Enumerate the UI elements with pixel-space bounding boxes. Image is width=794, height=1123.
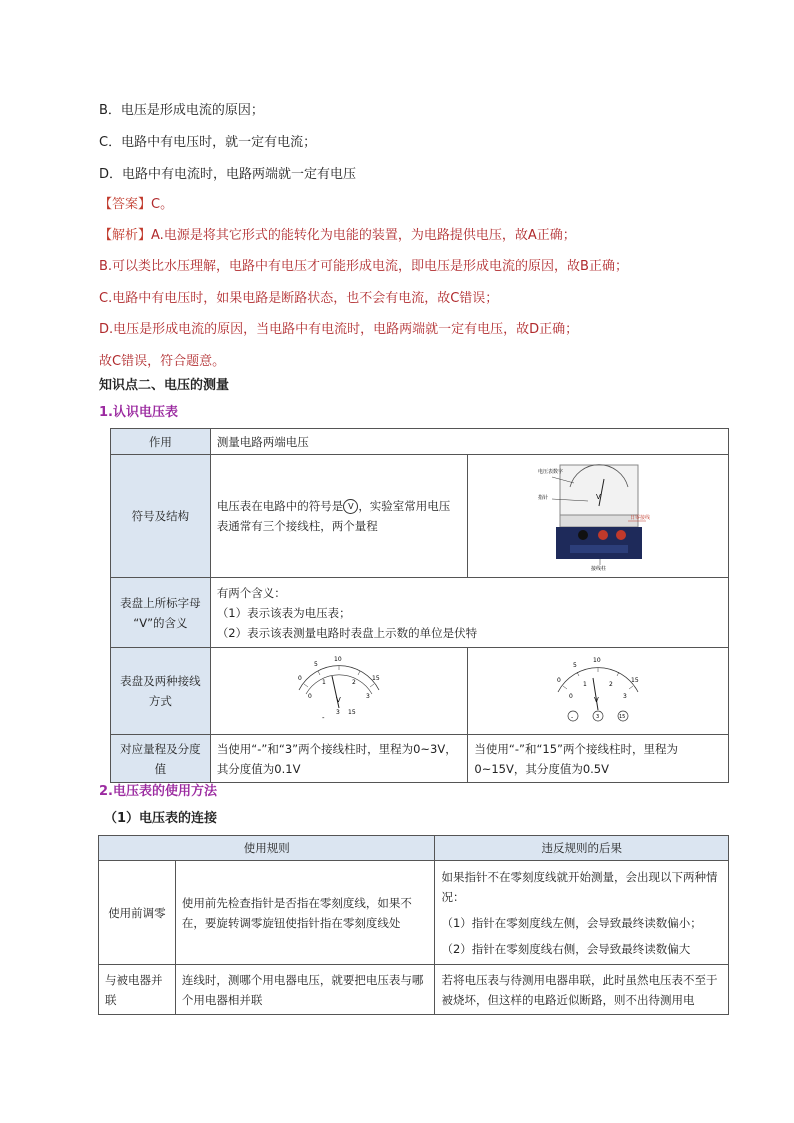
dial2-unit: V	[594, 696, 599, 704]
row-zero-consequence	[435, 861, 729, 965]
analysis-line-2: B.可以类比水压理解，电路中有电压才可能形成电流，即电压是形成电流的原因，故B正确；	[99, 259, 628, 274]
dial-label-a: 表盘及两种接线	[120, 674, 201, 688]
parallel-label-a: 与被电器并	[105, 972, 163, 987]
v-meaning-label-a: 表盘上所标字母	[120, 595, 201, 610]
row-dial-label	[111, 648, 211, 735]
voltmeter-table	[110, 428, 729, 783]
answer-bracket: 【答案】	[99, 197, 152, 212]
analysis-line-5: 故C错误，符合题意。	[99, 354, 226, 369]
range-right: 当使用“-”和“15”两个接线柱时，里程为0~15V，其分度值为0.5V	[468, 735, 729, 783]
subsection-title-2: 2.电压表的使用方法	[99, 784, 217, 799]
row-symbol-text	[210, 455, 468, 578]
dial2-inner-2: 2	[609, 681, 614, 688]
range-left: 当使用“-”和“3”两个接线柱时，里程为0~3V，其分度值为0.1V	[210, 735, 468, 783]
row-v-meaning-value	[210, 578, 728, 648]
row-function-label: 作用	[111, 429, 211, 455]
dial1-inner-2: 2	[352, 679, 356, 686]
zero-cons-3: （2）指针在零刻度线右侧，会导致最终读数偏大	[441, 941, 691, 956]
dial-2-icon	[543, 650, 653, 726]
dial2-outer-1: 5	[573, 662, 578, 669]
dial1-inner-0: 0	[308, 693, 312, 700]
voltmeter-photo	[538, 461, 658, 571]
photo-label-red: 日零接线	[630, 515, 651, 521]
row-zero-rule: 使用前先检查指针是否指在零刻度线，如果不在，要旋转调零旋钮使指针指在零刻度线处	[175, 861, 435, 965]
svg-text:V: V	[596, 493, 601, 501]
option-c: C．电路中有电压时，就一定有电流；	[99, 135, 317, 150]
row-symbol-label: 符号及结构	[111, 455, 211, 578]
answer-value: C。	[151, 197, 174, 212]
dial2-terminal-3: 3	[596, 714, 600, 720]
dial1-terminal-3: 3	[336, 709, 340, 716]
analysis-line-3: C.电路中有电压时，如果电路是断路状态，也不会有电流，故C错误；	[99, 291, 499, 306]
range-label-a: 对应量程及分度	[120, 741, 201, 756]
dial1-outer-1: 5	[314, 661, 318, 668]
voltmeter-symbol-icon: V	[343, 499, 358, 514]
dial-1-icon	[284, 650, 394, 726]
subsection-title-2-1: （1）电压表的连接	[104, 811, 218, 826]
dial1-outer-2: 10	[334, 656, 342, 663]
dial2-outer-3: 15	[631, 677, 639, 684]
analysis-text-1: A.电源是将其它形式的能转化为电能的装置，为电路提供电压，故A正确；	[151, 228, 576, 243]
symbol-text-a: 电压表在电路中的符号是	[216, 499, 344, 513]
header-consequence: 违反规则的后果	[435, 836, 729, 861]
row-parallel-label	[99, 965, 176, 1015]
dial1-inner-1: 1	[322, 679, 326, 686]
photo-label-terminal: 接线柱	[591, 566, 607, 571]
v-meaning-line-1: 有两个含义：	[216, 585, 286, 600]
row-v-meaning-label	[111, 578, 211, 648]
dial-cell-2	[468, 648, 729, 735]
option-d: D．电路中有电流时，电路两端就一定有电压	[99, 167, 357, 182]
usage-table	[98, 835, 729, 1015]
header-rule: 使用规则	[99, 836, 435, 861]
section-title: 知识点二、电压的测量	[99, 378, 230, 393]
dial2-outer-2: 10	[593, 657, 601, 664]
dial2-outer-0: 0	[557, 677, 562, 684]
analysis-bracket: 【解析】	[99, 228, 152, 243]
dial2-inner-1: 1	[583, 681, 588, 688]
dial2-terminal-neg: -	[571, 714, 574, 721]
row-zero-label: 使用前调零	[99, 861, 176, 965]
analysis-line-1	[99, 227, 576, 245]
v-meaning-line-3: （2）表示该表测量电路时表盘上示数的单位是伏特	[216, 625, 478, 640]
dial1-unit: V	[336, 696, 341, 704]
v-meaning-line-2: （1）表示该表为电压表；	[216, 605, 351, 620]
range-label-b: 值	[154, 761, 167, 776]
row-function-value: 测量电路两端电压	[210, 429, 728, 455]
dial2-terminal-15: 15	[619, 714, 626, 720]
dial-label-b: 方式	[148, 694, 172, 708]
dial2-inner-0: 0	[569, 693, 574, 700]
subsection-title-1: 1.认识电压表	[99, 405, 178, 420]
dial2-inner-3: 3	[623, 693, 628, 700]
row-parallel-consequence: 若将电压表与待测用电器串联，此时虽然电压表不至于被烧坏，但这样的电路近似断路，则不出待测用电	[435, 965, 729, 1015]
parallel-label-b: 联	[105, 992, 117, 1007]
zero-cons-2: （1）指针在零刻度线左侧，会导致最终读数偏小；	[441, 915, 702, 930]
photo-label-top: 电压表数字	[538, 469, 564, 475]
option-b: B．电压是形成电流的原因；	[99, 103, 264, 118]
dial1-outer-3: 15	[372, 675, 380, 682]
voltmeter-photo-cell	[468, 455, 729, 578]
voltmeter-image-icon	[538, 461, 658, 571]
dial1-outer-0: 0	[298, 675, 302, 682]
row-range-label	[111, 735, 211, 783]
dial1-terminal-15: 15	[348, 709, 356, 716]
dial1-terminal-neg: -	[322, 714, 325, 722]
symbol-text-b: ，实验室常用电压表通常有三个接线柱，两个量程	[216, 499, 451, 533]
row-parallel-rule: 连线时，测哪个用电器电压，就要把电压表与哪个用电器相并联	[175, 965, 435, 1015]
v-meaning-label-b: “V”的含义	[133, 615, 188, 630]
photo-label-pointer: 指针	[538, 495, 549, 501]
dial1-inner-3: 3	[366, 693, 370, 700]
dial-cell-1	[210, 648, 468, 735]
zero-cons-1: 如果指针不在零刻度线就开始测量，会出现以下两种情况：	[441, 869, 718, 904]
analysis-line-4: D.电压是形成电流的原因，当电路中有电流时，电路两端就一定有电压，故D正确；	[99, 322, 579, 337]
answer-line	[99, 196, 173, 214]
